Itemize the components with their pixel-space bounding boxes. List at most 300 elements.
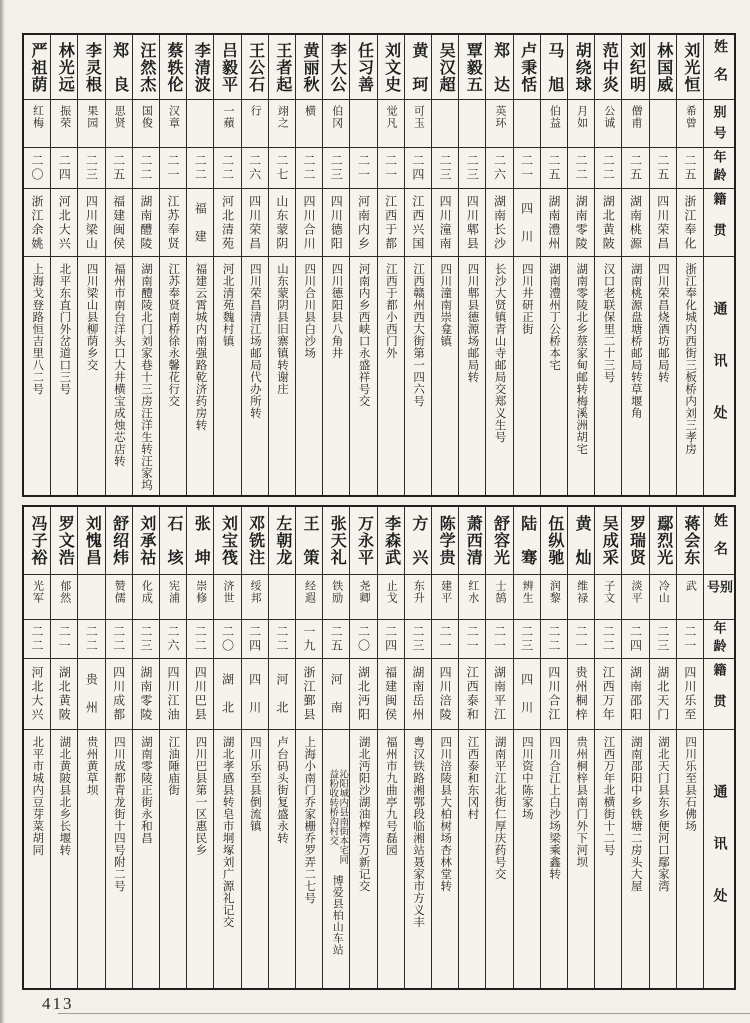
person-origin: 湖南澧州 [546, 194, 561, 251]
alias-cell [51, 575, 77, 620]
person-origin: 四川荣昌 [655, 194, 670, 251]
person-name: 吕毅平 [219, 41, 237, 93]
person-address: 湖北天门县东乡便河口鄢家湾 [656, 736, 669, 892]
address-cell [378, 257, 404, 495]
person-column [241, 507, 268, 988]
address-cell [350, 730, 376, 988]
name-cell [242, 35, 268, 100]
person-address: 四川合江上白沙场梁乘鑫转 [548, 736, 561, 880]
person-column [485, 507, 512, 988]
person-column [676, 507, 703, 988]
address-cell [106, 257, 132, 495]
person-address: 卢台码头街复盛永转 [276, 736, 289, 844]
person-age: 二六 [492, 154, 507, 182]
address-cell [51, 257, 77, 495]
person-address: 贵州黄草坝 [85, 736, 98, 796]
person-age: 二二 [193, 625, 208, 653]
person-address: 江西万年北横街十二号 [602, 736, 615, 856]
age-cell [405, 148, 431, 189]
person-name: 任习善 [355, 41, 373, 93]
header-label: 通讯处 [711, 784, 727, 940]
person-age: 二四 [57, 154, 72, 182]
person-address: 贵州桐梓县南门外下河坝 [575, 736, 588, 868]
person-age: 二二 [84, 625, 99, 653]
name-cell [323, 35, 349, 100]
person-name: 鄢烈光 [654, 515, 672, 566]
person-column [458, 507, 485, 988]
person-origin: 福 建 [193, 201, 208, 244]
origin-cell [51, 189, 77, 257]
person-age: 二三 [138, 625, 153, 653]
name-cell [296, 507, 322, 575]
age-cell [486, 148, 512, 189]
person-age: 二一 [57, 625, 72, 653]
alias-cell [568, 100, 594, 148]
person-column [77, 507, 104, 988]
age-cell [106, 148, 132, 189]
person-column [540, 35, 567, 495]
directory-table-top [22, 33, 736, 497]
name-cell [242, 507, 268, 575]
origin-cell [622, 659, 648, 730]
person-age: 二〇 [220, 625, 235, 653]
person-address: 江油陲庙街 [167, 736, 180, 796]
person-column [241, 35, 268, 495]
person-origin: 四 川 [519, 673, 534, 715]
alias-cell [622, 100, 648, 148]
person-column [404, 35, 431, 495]
person-address: 福建云霄城内南强路乾济药房转 [194, 263, 207, 431]
alias-cell [269, 100, 295, 148]
address-cell [78, 730, 104, 988]
name-cell [568, 507, 594, 575]
person-column [213, 507, 240, 988]
person-origin: 湖 北 [220, 673, 235, 715]
person-name: 胡绕球 [573, 41, 591, 93]
person-origin: 贵 州 [84, 673, 99, 715]
address-cell [541, 730, 567, 988]
person-column [268, 35, 295, 495]
person-origin: 河北大兴 [57, 194, 72, 251]
origin-cell [405, 189, 431, 257]
person-address: 湖南桃源盘塘桥邮局转草堰角 [629, 263, 642, 419]
person-name: 李大公 [328, 41, 346, 93]
origin-cell [677, 659, 703, 730]
name-cell [405, 35, 431, 100]
person-column [50, 35, 77, 495]
person-origin: 湖南岳州 [410, 666, 425, 722]
person-column [132, 35, 159, 495]
alias-cell [106, 575, 132, 620]
name-cell [78, 507, 104, 575]
person-address: 江西赣州西大街第一四六号 [412, 263, 425, 407]
person-alias: 建平 [439, 580, 452, 604]
origin-cell [296, 189, 322, 257]
person-name: 王者起 [273, 41, 291, 93]
alias-cell [405, 100, 431, 148]
age-cell [51, 620, 77, 659]
alias-cell [51, 100, 77, 148]
person-name: 王公石 [246, 41, 264, 93]
person-alias: 经遐 [303, 580, 316, 604]
header-label: 年龄 [711, 150, 727, 186]
person-origin: 湖南零陵 [574, 194, 589, 251]
person-age: 二二 [302, 154, 317, 182]
person-address: 上海戈登路恒吉里八二号 [31, 263, 44, 395]
origin-cell [432, 189, 458, 257]
person-name: 严祖荫 [29, 41, 47, 93]
person-address: 湖南平江北街仁厚庆药号交 [493, 736, 506, 880]
person-origin: 贵州桐梓 [574, 666, 589, 722]
address-cell [133, 257, 159, 495]
person-address: 四川郫县德源场邮局转 [466, 263, 479, 383]
person-address: 湖南澧州丁公桥本宅 [548, 263, 561, 371]
alias-cell [486, 100, 512, 148]
person-address: 长沙大贤镇青山寺邮局交郑义生号 [493, 263, 506, 443]
person-alias: 国俊 [140, 105, 153, 129]
person-column [132, 507, 159, 988]
origin-cell [486, 189, 512, 257]
person-origin: 江苏奉贤 [166, 194, 181, 251]
age-cell [459, 620, 485, 659]
alias-cell [405, 575, 431, 620]
address-cell [595, 730, 621, 988]
address-cell [459, 730, 485, 988]
person-origin: 湖北黄陂 [601, 194, 616, 251]
age-cell [214, 148, 240, 189]
person-address: 四川乐至县倒流镇 [248, 736, 261, 832]
person-name: 郑 良 [110, 41, 128, 93]
person-name: 刘文史 [382, 41, 400, 93]
origin-cell [323, 189, 349, 257]
person-age: 二六 [166, 625, 181, 653]
person-name: 张天礼 [328, 515, 346, 566]
age-cell [350, 148, 376, 189]
alias-cell [24, 100, 50, 148]
address-cell [432, 257, 458, 495]
age-cell [650, 620, 676, 659]
alias-cell [541, 575, 567, 620]
person-alias: 淡平 [629, 580, 642, 604]
person-address: 福州市南台洋头口大井横宝成烛芯店转 [112, 263, 125, 467]
name-cell [459, 35, 485, 100]
name-cell [514, 35, 540, 100]
person-alias: 子文 [602, 580, 615, 604]
person-name: 马 旭 [545, 41, 563, 93]
origin-cell [106, 659, 132, 730]
age-cell [432, 620, 458, 659]
person-name: 黄 灿 [573, 515, 591, 566]
person-address2: 博爱县柏山车站 [331, 874, 344, 956]
name-cell [106, 507, 132, 575]
person-alias: 辨生 [521, 580, 534, 604]
address-cell [350, 257, 376, 495]
age-cell [106, 620, 132, 659]
name-cell [405, 507, 431, 575]
age-cell [432, 148, 458, 189]
person-alias: 光军 [31, 580, 44, 604]
header-cell [704, 575, 734, 620]
person-name: 蔡轶伦 [165, 41, 183, 93]
header-cell [704, 35, 734, 100]
person-alias: 横 [303, 105, 316, 117]
person-age: 二二 [546, 625, 561, 653]
person-origin: 四川乐至 [682, 666, 697, 722]
person-alias: 郁然 [58, 580, 71, 604]
person-age: 二二 [274, 625, 289, 653]
address-cell [78, 257, 104, 495]
name-cell [24, 35, 50, 100]
person-alias: 红梅 [31, 105, 44, 129]
alias-cell [677, 100, 703, 148]
person-age: 二四 [410, 154, 425, 182]
person-age: 二七 [274, 154, 289, 182]
person-origin: 四川德阳 [329, 194, 344, 251]
address-cell [269, 257, 295, 495]
address-cell [595, 257, 621, 495]
person-name: 左朝龙 [273, 515, 291, 566]
origin-cell [187, 189, 213, 257]
person-column [322, 35, 349, 495]
person-alias: 月如 [575, 105, 588, 129]
header-cell [704, 257, 734, 495]
address-cell [650, 730, 676, 988]
age-cell [568, 620, 594, 659]
person-name: 林国威 [654, 41, 672, 93]
header-label: 籍贯 [711, 191, 727, 254]
scan-edge-shadow [0, 0, 5, 1023]
address-cell [214, 257, 240, 495]
person-name: 舒绍炜 [110, 515, 128, 566]
alias-cell [187, 575, 213, 620]
person-alias: 宪浦 [167, 580, 180, 604]
origin-cell [78, 659, 104, 730]
address-cell [677, 730, 703, 988]
person-alias: 行 [249, 105, 262, 117]
person-name: 伍纵驰 [545, 515, 563, 566]
alias-cell [595, 100, 621, 148]
address-cell [242, 257, 268, 495]
age-cell [269, 620, 295, 659]
address-cell [269, 730, 295, 988]
origin-cell [650, 659, 676, 730]
origin-cell [378, 189, 404, 257]
person-origin: 浙江余姚 [30, 194, 45, 251]
origin-cell [133, 659, 159, 730]
person-column [404, 507, 431, 988]
alias-cell [133, 100, 159, 148]
age-cell [568, 148, 594, 189]
person-address: 上海小南门乔家栅乔罗弄二七号 [303, 736, 316, 904]
person-column [105, 35, 132, 495]
person-alias: 觉凡 [385, 105, 398, 129]
age-cell [187, 148, 213, 189]
person-column [540, 507, 567, 988]
person-origin: 四川成都 [111, 666, 126, 722]
person-alias: 一蘋 [221, 105, 234, 129]
person-column [594, 507, 621, 988]
header-cell [704, 507, 734, 575]
person-name: 黄 珂 [409, 41, 427, 93]
person-origin: 湖南邵阳 [628, 666, 643, 722]
address-cell [514, 257, 540, 495]
scan-bottom-line [58, 1013, 750, 1014]
name-cell [541, 35, 567, 100]
origin-cell [650, 189, 676, 257]
name-cell [595, 507, 621, 575]
person-age: 二二 [601, 625, 616, 653]
person-name: 吴成采 [600, 515, 618, 566]
name-cell [214, 507, 240, 575]
person-address: 粤汉铁路湘鄂段临湘站聂家市方义丰 [412, 736, 425, 928]
name-cell [350, 35, 376, 100]
origin-cell [486, 659, 512, 730]
person-address: 北平市城内豆芽菜胡同 [31, 736, 44, 856]
person-origin: 湖北沔阳 [356, 666, 371, 722]
origin-cell [242, 189, 268, 257]
person-origin: 四 川 [247, 673, 262, 715]
person-address: 湖南零陵正街永和昌 [140, 736, 153, 844]
name-cell [78, 35, 104, 100]
person-column [77, 35, 104, 495]
person-age: 二二 [220, 154, 235, 182]
origin-cell [323, 659, 349, 730]
alias-cell [24, 575, 50, 620]
person-name: 邓铣注 [246, 515, 264, 566]
header-label: 别号 [705, 580, 733, 601]
alias-cell [242, 100, 268, 148]
person-name: 覃毅五 [464, 41, 482, 93]
origin-cell [568, 659, 594, 730]
age-cell [541, 620, 567, 659]
alias-cell [214, 575, 240, 620]
alias-cell [459, 575, 485, 620]
alias-cell [677, 575, 703, 620]
directory-table-bottom [22, 505, 736, 990]
person-alias: 红水 [466, 580, 479, 604]
person-address: 江西于都小西门外 [384, 263, 397, 359]
alias-cell [78, 575, 104, 620]
person-origin: 四川江油 [166, 666, 181, 722]
person-origin: 江西万年 [601, 666, 616, 722]
person-alias: 崇修 [194, 580, 207, 604]
alias-cell [622, 575, 648, 620]
origin-cell [459, 659, 485, 730]
address-cell [160, 257, 186, 495]
person-address: 四川巴县第一区惠民乡 [194, 736, 207, 856]
person-origin: 江西泰和 [465, 666, 480, 722]
person-age: 二四 [383, 625, 398, 653]
header-label: 姓名 [712, 39, 727, 95]
person-name: 王 策 [301, 515, 319, 566]
person-name: 蒋会东 [681, 515, 699, 566]
person-column [458, 35, 485, 495]
address-cell [677, 257, 703, 495]
age-cell [486, 620, 512, 659]
origin-cell [269, 659, 295, 730]
alias-cell [78, 100, 104, 148]
header-cell [704, 100, 734, 148]
origin-cell [160, 189, 186, 257]
person-name: 陈学贵 [437, 515, 455, 566]
person-address: 河南内乡西峡口永盛祥号交 [357, 263, 370, 407]
person-age: 二二 [193, 154, 208, 182]
address-cell [622, 257, 648, 495]
address-cell [568, 730, 594, 988]
age-cell [242, 620, 268, 659]
person-age: 二三 [465, 154, 480, 182]
person-column [349, 507, 376, 988]
person-alias: 士鹄 [493, 580, 506, 604]
person-address: 福州市九曲亭九号磊园 [384, 736, 397, 856]
header-label: 通讯处 [711, 301, 727, 457]
age-cell [622, 148, 648, 189]
name-cell [269, 35, 295, 100]
name-cell [622, 35, 648, 100]
header-label: 年龄 [711, 621, 727, 657]
person-column [295, 507, 322, 988]
alias-cell [350, 575, 376, 620]
person-name: 刘承祜 [137, 515, 155, 566]
person-age: 二四 [247, 625, 262, 653]
address-cell [51, 730, 77, 988]
name-cell [187, 507, 213, 575]
address-cell [160, 730, 186, 988]
address-cell [187, 730, 213, 988]
person-name: 黄丽秋 [301, 41, 319, 93]
person-column [213, 35, 240, 495]
header-cell [704, 659, 734, 730]
person-age: 二一 [465, 625, 480, 653]
name-cell [133, 507, 159, 575]
address-cell [24, 730, 50, 988]
age-cell [405, 620, 431, 659]
person-column [295, 35, 322, 495]
alias-cell [432, 575, 458, 620]
person-column [431, 507, 458, 988]
age-cell [622, 620, 648, 659]
age-cell [78, 148, 104, 189]
alias-cell [514, 100, 540, 148]
person-address: 四川乐至县石佛场 [684, 736, 697, 832]
alias-cell [541, 100, 567, 148]
address-cell [405, 257, 431, 495]
person-address: 湖南邵阳中乡铁塘二房头大屋 [629, 736, 642, 892]
person-column [50, 507, 77, 988]
name-cell [269, 507, 295, 575]
alias-cell [242, 575, 268, 620]
person-address: 四川荣昌清江场邮局代办所转 [248, 263, 261, 419]
alias-cell [650, 575, 676, 620]
person-origin: 河南内乡 [356, 194, 371, 251]
address-cell [432, 730, 458, 988]
person-origin: 浙江奉化 [682, 194, 697, 251]
name-cell [296, 35, 322, 100]
person-age: 二三 [410, 625, 425, 653]
person-name: 方 兴 [409, 515, 427, 566]
person-alias: 翊之 [276, 105, 289, 129]
alias-cell [160, 100, 186, 148]
person-age: 二一 [574, 625, 589, 653]
person-alias: 铁励 [330, 580, 343, 604]
name-cell [214, 35, 240, 100]
address-cell [296, 730, 322, 988]
age-cell [78, 620, 104, 659]
header-label: 籍贯 [711, 663, 727, 725]
person-column [186, 35, 213, 495]
name-cell [650, 35, 676, 100]
address-cell [486, 730, 512, 988]
